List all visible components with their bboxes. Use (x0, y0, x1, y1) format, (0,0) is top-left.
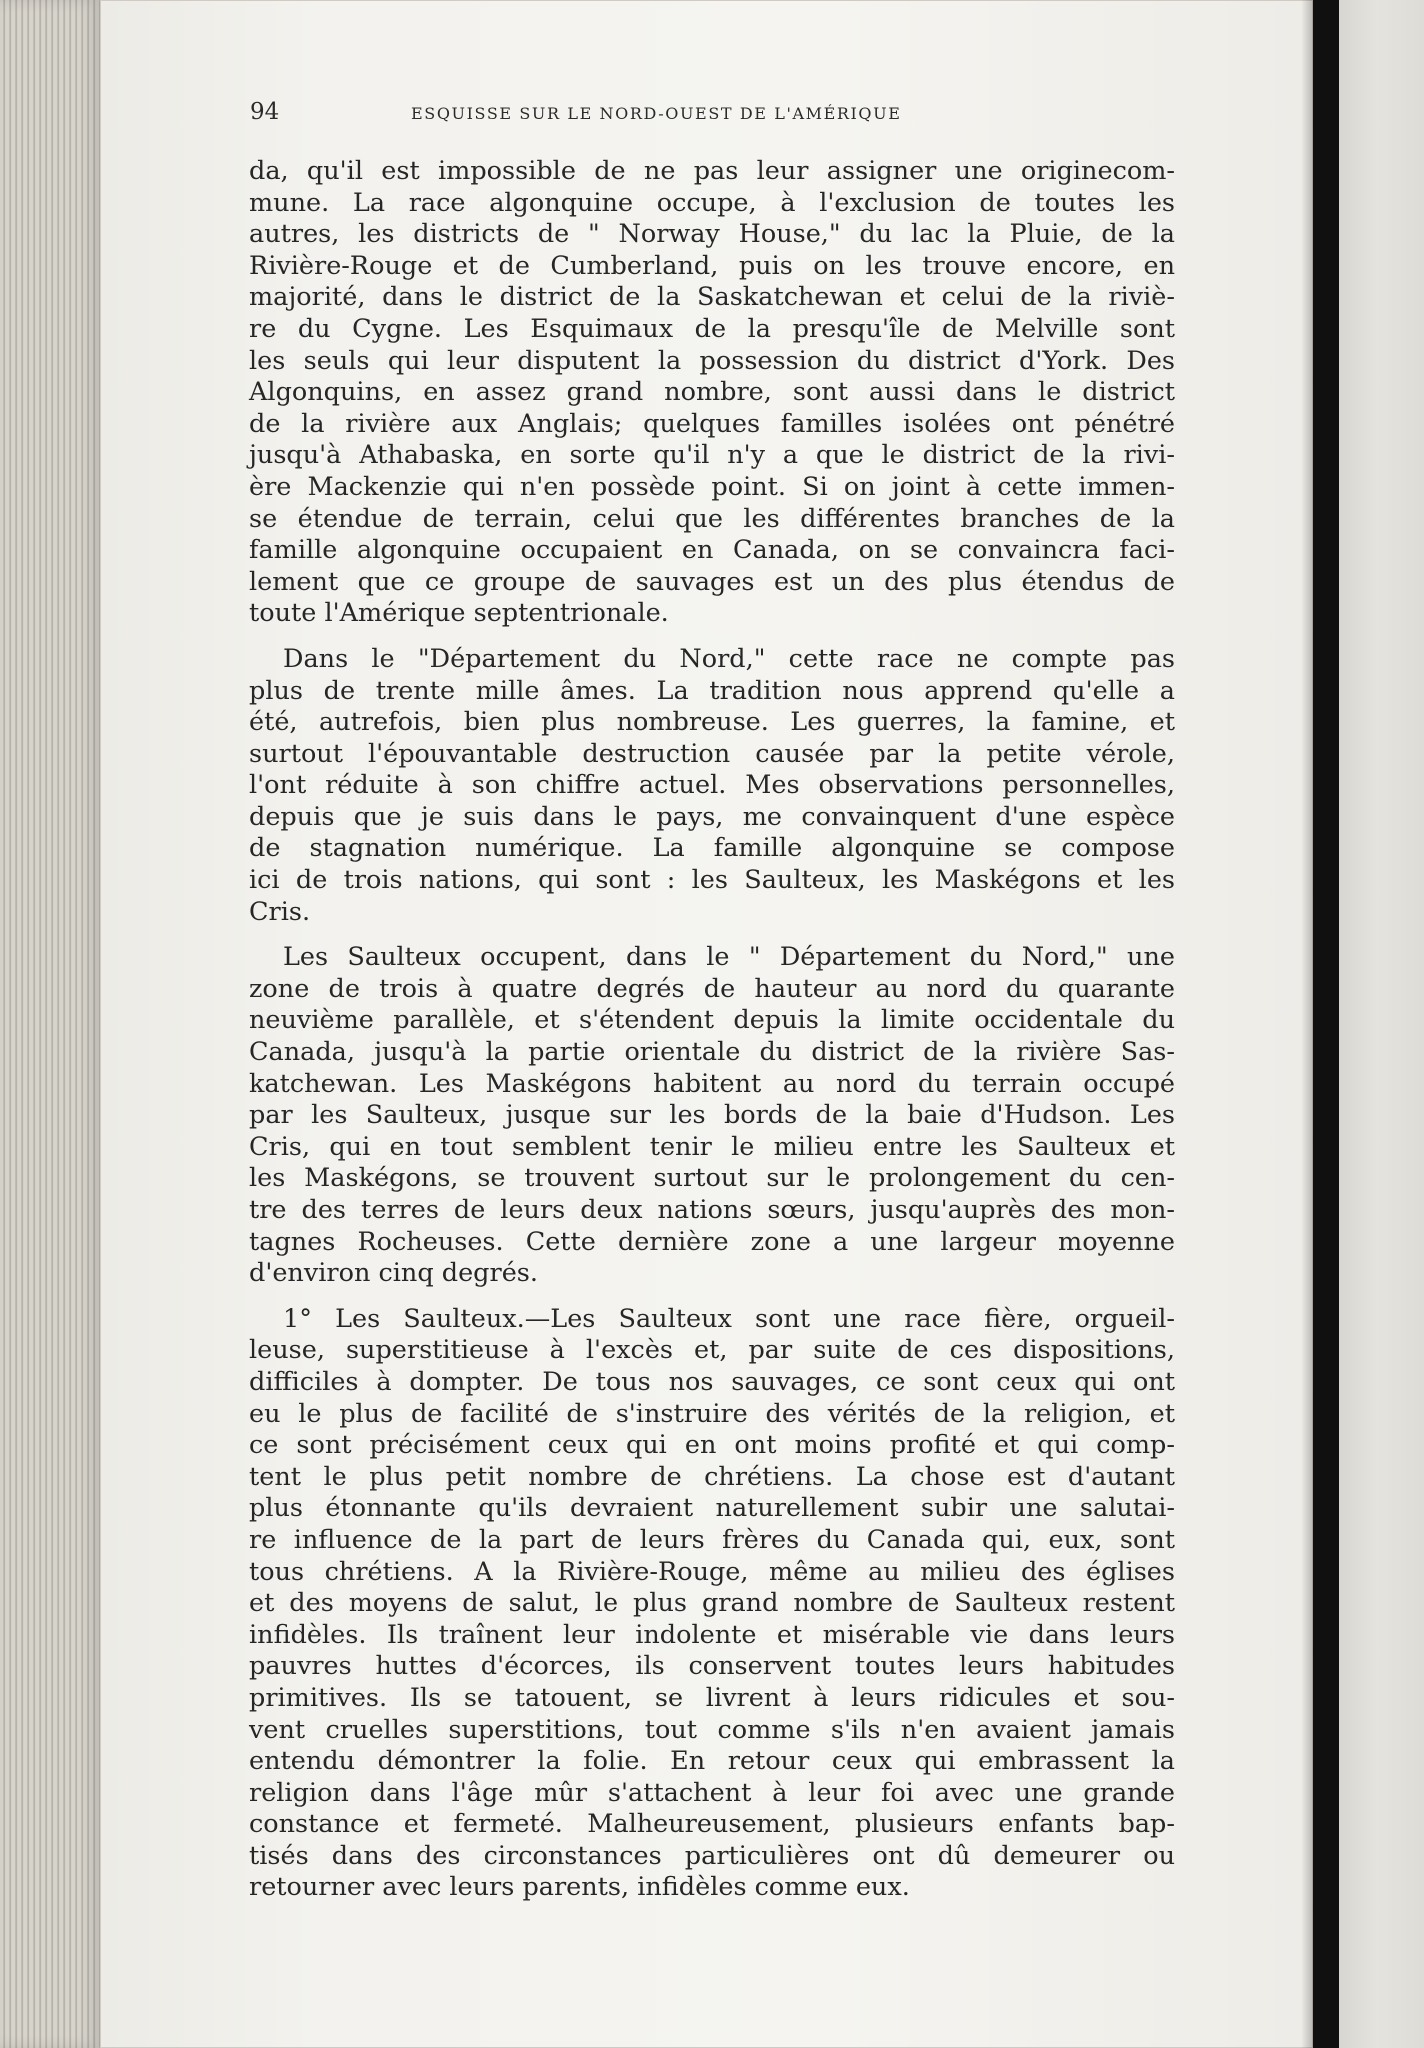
text-line: Les Saulteux occupent, dans le " Département du Nord," une (283, 942, 1175, 973)
adjacent-page-edge (1339, 0, 1424, 2048)
text-line: re influence de la part de leurs frères du Canada qui, eux, sont (249, 1524, 1175, 1555)
text-line: d'environ cinq degrés. (249, 1258, 538, 1289)
text-line: da, qu'il est impossible de ne pas leur assigner une originecom- (249, 156, 1175, 186)
text-line: toute l'Amérique septentrionale. (249, 598, 669, 629)
page-header (249, 96, 1175, 140)
text-line: primitives. Ils se tatouent, se livrent à leurs ridicules et sou- (249, 1682, 1175, 1713)
text-line: depuis que je suis dans le pays, me convainquent d'une espèce (249, 801, 1175, 832)
text-line: constance et fermeté. Malheureusement, plusieurs enfants bap- (249, 1809, 1175, 1840)
gutter-shadow (1301, 0, 1313, 2048)
text-line: se étendue de terrain, celui que les différentes branches de la (249, 503, 1175, 534)
text-line: autres, les districts de " Norway House," du lac la Pluie, de la (249, 219, 1175, 250)
text-line: tre des terres de leurs deux nations sœurs, jusqu'auprès des mon- (249, 1195, 1175, 1225)
paragraph-3 (249, 942, 1175, 1290)
paragraph-1 (249, 156, 1175, 630)
text-line: pauvres huttes d'écorces, ils conservent toutes leurs habitudes (249, 1651, 1175, 1682)
text-line: et des moyens de salut, le plus grand nombre de Saulteux restent (249, 1588, 1175, 1619)
text-line: les Maskégons, se trouvent surtout sur le prolongement du cen- (249, 1163, 1175, 1194)
paragraph-4 (249, 1304, 1175, 1904)
text-line: surtout l'épouvantable destruction causée par la petite vérole, (249, 738, 1175, 769)
body-text (249, 156, 1175, 1904)
text-line: ici de trois nations, qui sont : les Saulteux, les Maskégons et les (249, 865, 1175, 896)
text-line: de la rivière aux Anglais; quelques familles isolées ont pénétré (249, 408, 1175, 439)
text-line: majorité, dans le district de la Saskatchewan et celui de la riviè- (249, 282, 1175, 313)
text-line: tous chrétiens. A la Rivière-Rouge, même au milieu des églises (249, 1556, 1175, 1587)
text-line: retourner avec leurs parents, infidèles comme eux. (249, 1872, 910, 1903)
book-binding-strip (1313, 0, 1339, 2048)
page-sheet (100, 0, 1313, 2048)
text-line: famille algonquine occupaient en Canada, on se convaincra faci- (249, 535, 1175, 566)
text-line: lement que ce groupe de sauvages est un des plus étendus de (249, 566, 1175, 597)
text-line: plus de trente mille âmes. La tradition nous apprend qu'elle a (249, 675, 1175, 706)
text-line: katchewan. Les Maskégons habitent au nord du terrain occupé (249, 1068, 1175, 1099)
text-line: mune. La race algonquine occupe, à l'exclusion de toutes les (249, 187, 1175, 218)
text-line: Dans le "Département du Nord," cette race ne compte pas (283, 643, 1175, 674)
paragraph-2 (249, 644, 1175, 928)
text-line: tisés dans des circonstances particulières ont dû demeurer ou (249, 1840, 1175, 1871)
text-line: tagnes Rocheuses. Cette dernière zone a une largeur moyenne (249, 1226, 1175, 1257)
text-line: tent le plus petit nombre de chrétiens. La chose est d'autant (249, 1461, 1175, 1492)
text-line: jusqu'à Athabaska, en sorte qu'il n'y a que le district de la rivi- (249, 440, 1175, 471)
text-line: Cris. (249, 896, 311, 927)
running-title: ESQUISSE SUR LE NORD-OUEST DE L'AMÉRIQUE (411, 104, 902, 123)
text-line: infidèles. Ils traînent leur indolente et misérable vie dans leurs (249, 1619, 1175, 1650)
text-line: neuvième parallèle, et s'étendent depuis la limite occidentale du (249, 1005, 1175, 1036)
text-line: Algonquins, en assez grand nombre, sont aussi dans le district (249, 377, 1175, 408)
text-line: eu le plus de facilité de s'instruire des vérités de la religion, et (249, 1398, 1175, 1429)
text-line: Canada, jusqu'à la partie orientale du district de la rivière Sas- (249, 1037, 1175, 1068)
text-line: ce sont précisément ceux qui en ont moins profité et qui comp- (249, 1430, 1175, 1461)
text-line: de stagnation numérique. La famille algonquine se compose (249, 833, 1175, 864)
text-line: difficiles à dompter. De tous nos sauvages, ce sont ceux qui ont (249, 1366, 1175, 1397)
text-line: ère Mackenzie qui n'en possède point. Si on joint à cette immen- (249, 471, 1175, 502)
text-line: l'ont réduite à son chiffre actuel. Mes observations personnelles, (249, 770, 1175, 801)
text-line: été, autrefois, bien plus nombreuse. Les guerres, la famine, et (249, 707, 1175, 738)
text-line: 1° Les Saulteux.—Les Saulteux sont une race fière, orgueil- (283, 1303, 1175, 1334)
book-page-edges (0, 0, 102, 2048)
text-line: re du Cygne. Les Esquimaux de la presqu'île de Melville sont (249, 313, 1175, 344)
text-line: plus étonnante qu'ils devraient naturellement subir une salutai- (249, 1493, 1175, 1524)
page-number: 94 (250, 99, 280, 125)
text-line: entendu démontrer la folie. En retour ceux qui embrassent la (249, 1746, 1175, 1777)
text-line: Rivière-Rouge et de Cumberland, puis on les trouve encore, en (249, 250, 1175, 281)
page-content (249, 96, 1175, 1918)
text-line: les seuls qui leur disputent la possession du district d'York. Des (249, 345, 1175, 376)
text-line: religion dans l'âge mûr s'attachent à leur foi avec une grande (249, 1777, 1175, 1808)
text-line: leuse, superstitieuse à l'excès et, par suite de ces dispositions, (249, 1335, 1175, 1366)
text-line: par les Saulteux, jusque sur les bords de la baie d'Hudson. Les (249, 1100, 1175, 1131)
text-line: vent cruelles superstitions, tout comme s'ils n'en avaient jamais (249, 1714, 1175, 1745)
text-line: zone de trois à quatre degrés de hauteur au nord du quarante (249, 973, 1175, 1004)
text-line: Cris, qui en tout semblent tenir le milieu entre les Saulteux et (249, 1131, 1175, 1162)
